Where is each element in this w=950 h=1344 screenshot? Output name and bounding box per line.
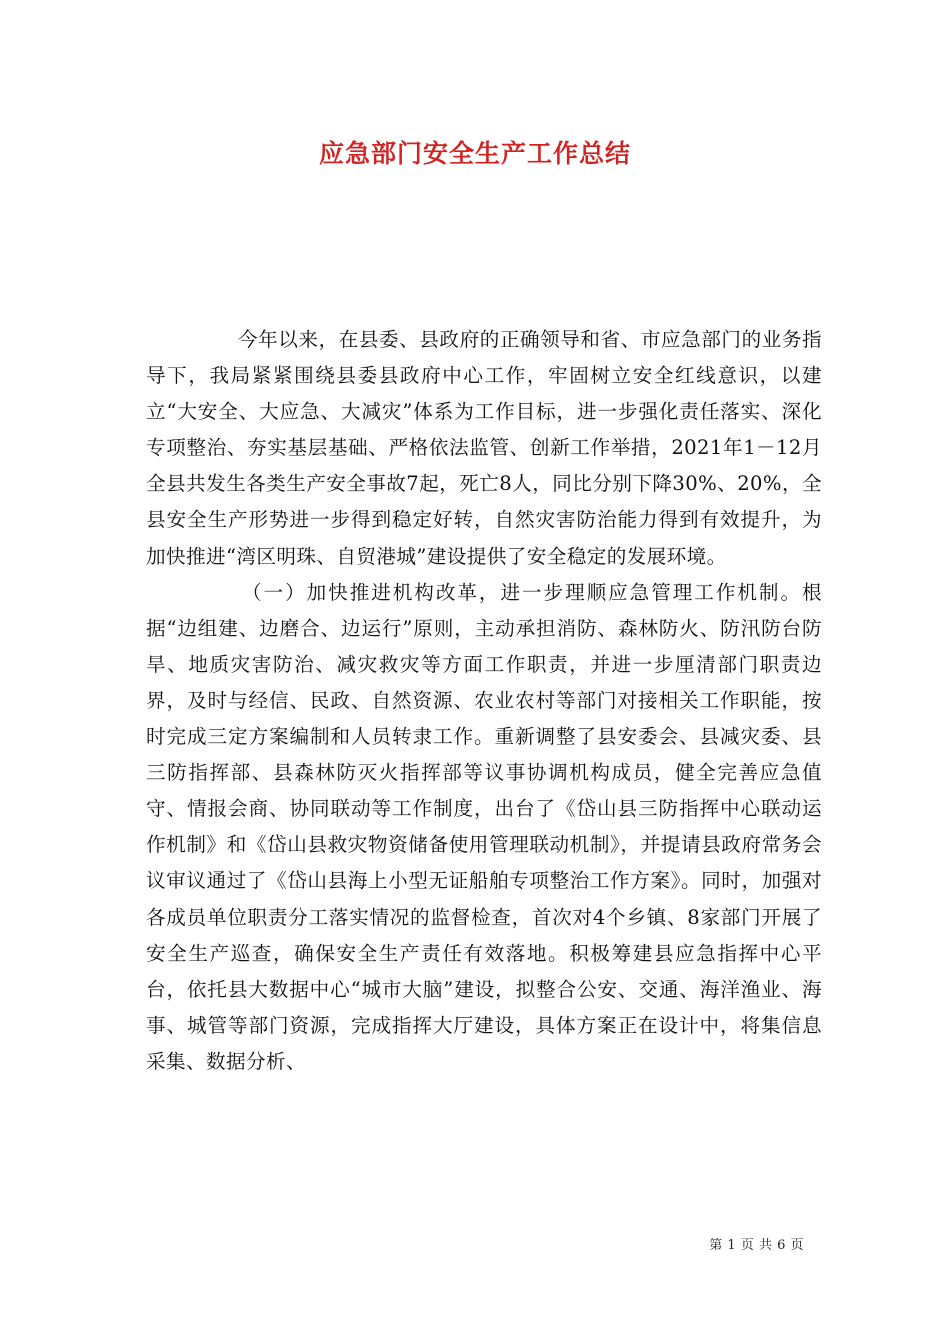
paragraph-section-1: （一）加快推进机构改革，进一步理顺应急管理工作机制。根据“边组建、边磨合、边运行”原则，主动承担消防、森林防火、防汛防台防旱、地质灾害防治、减灾救灾等方面工作职责，并进一步厘清部门职责边界，及时与经信、民政、自然资源、农业农村等部门对接相关工作职能，按时完成三定方案编制和人员转隶工作。重新调整了县安委会、县减灾委、县三防指挥部、县森林防灭火指挥部等议事协调机构成员，健全完善应急值守、情报会商、协同联动等工作制度，出台了《岱山县三防指挥中心联动运作机制》和《岱山县救灾物资储备使用管理联动机制》，并提请县政府常务会议审议通过了《岱山县海上小型无证船舶专项整治工作方案》。同时，加强对各成员单位职责分工落实情况的监督检查，首次对4个乡镇、8家部门开展了安全生产巡查，确保安全生产责任有效落地。积极筹建县应急指挥中心平台，依托县大数据中心“城市大脑”建设，拟整合公安、交通、海洋渔业、海事、城管等部门资源，完成指挥大厅建设，具体方案正在设计中，将集信息采集、数据分析、	[146, 580, 822, 1073]
page-number-footer: 第 1 页 共 6 页	[709, 1238, 804, 1253]
paragraph-intro: 今年以来，在县委、县政府的正确领导和省、市应急部门的业务指导下，我局紧紧围绕县委县政府中心工作，牢固树立安全红线意识，以建立“大安全、大应急、大减灾”体系为工作目标，进一步强化责任落实、深化专项整治、夯实基层基础、严格依法监管、创新工作举措，2021年1－12月全县共发生各类生产安全事故7起，死亡8人，同比分别下降30%、20%，全县安全生产形势进一步得到稳定好转，自然灾害防治能力得到有效提升，为加快推进“湾区明珠、自贸港城”建设提供了安全稳定的发展环境。	[146, 328, 822, 568]
document-body	[146, 322, 822, 1080]
document-title: 应急部门安全生产工作总结	[318, 139, 631, 168]
